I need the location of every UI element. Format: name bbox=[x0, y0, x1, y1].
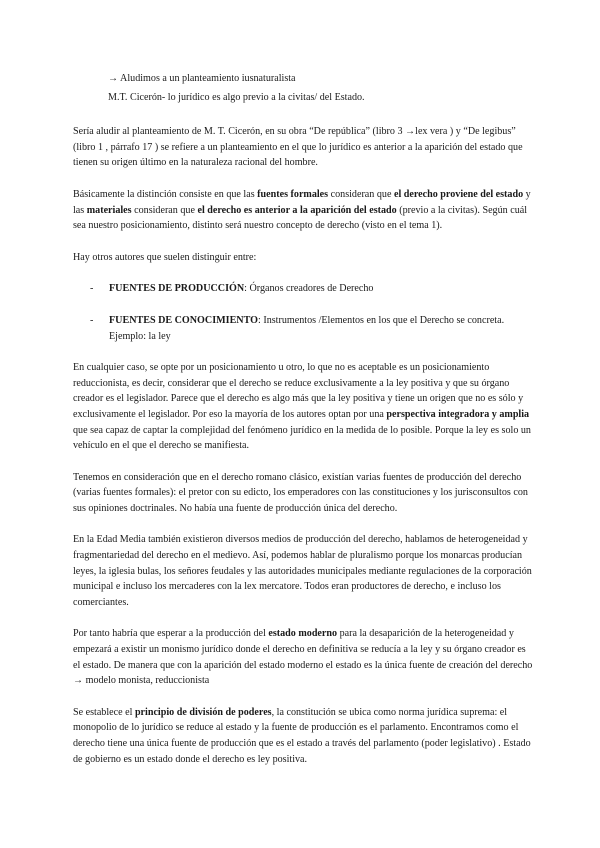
list-dash: - bbox=[90, 314, 94, 326]
paragraph-derecho-romano: Tenemos en consideración que en el derecho romano clásico, existían varias fuentes de producción del derecho (varias fuentes formales): el pretor con su edicto, los emperadores con las constituciones y los jurisconsultos con sus opiniones doctrinales. No había una fuente de producción única del derecho. bbox=[73, 471, 528, 514]
paragraph-otros-autores: Hay otros autores que suelen distinguir entre: bbox=[73, 251, 257, 263]
list-item-fuentes-conocimiento: - FUENTES DE CONOCIMIENTO: Instrumentos /Elementos en los que el Derecho se concreta. Ejemplo: la ley bbox=[73, 313, 535, 344]
paragraph-fuentes-formales-materiales: Básicamente la distinción consiste en que las fuentes formales consideran que el derecho proviene del estado y las materiales consideran que el derecho es anterior a la aparición del estado (previo a la civitas). Según cuál sea nuestro posicionamiento, distinto será nuestro concepto de derecho (visto en el tema 1). bbox=[73, 188, 531, 232]
paragraph-estado-moderno: Por tanto habría que esperar a la producción del estado moderno para la desaparición de la heterogeneidad y empezará a existir un monismo jurídico donde el derecho en definitiva se reducía a la ley y su órgano creador es el estado. De manera que con la aparición del estado moderno el estado es la única fuente de creación del derecho → modelo monista, reduccionista bbox=[73, 628, 533, 687]
paragraph-division-poderes: Se establece el principio de división de poderes, la constitución se ubica como norma jurídica suprema: el monopolio de lo jurídico se reduce al estado y la fuente de producción es el parlamento. Encontramos como el derecho tiene una única fuente de producción que es el estado a través del parlamento (poder legislativo) . Estado de gobierno es un estado donde el derecho es ley positiva. bbox=[73, 706, 531, 765]
document-page bbox=[73, 71, 535, 767]
intro-line-ciceron: M.T. Cicerón- lo jurídico es algo previo a la civitas/ del Estado. bbox=[108, 91, 365, 103]
list-example: Ejemplo: la ley bbox=[109, 330, 171, 342]
paragraph-ciceron: Sería aludir al planteamiento de M. T. Cicerón, en su obra “De república” (libro 3 →lex vera ) y “De legibus” (libro 1 , párrafo 17 ) se refiere a un planteamiento en el que lo jurídico es anterior a la aparición del estado que tienen su origen último en la naturaleza racional del hombre. bbox=[73, 126, 523, 169]
paragraph-edad-media: En la Edad Media también existieron diversos medios de producción del derecho, hablamos de heterogeneidad y fragmentariedad del derecho en el medievo. Así, podemos hablar de pluralismo porque los monarcas producían leyes, la iglesia bulas, los señores feudales y las autoridades municipales mediante regulaciones de la corporación municipal e incluso los mercaderes con la lex mercatore. Todos eran productores de derecho, e incluso los comerciantes. bbox=[73, 534, 532, 608]
list-dash: - bbox=[90, 283, 94, 295]
list-item-fuentes-produccion: - FUENTES DE PRODUCCIÓN: Órganos creadores de Derecho bbox=[73, 281, 535, 297]
intro-line-iusnaturalista: → Aludimos a un planteamiento iusnaturalista bbox=[108, 73, 296, 84]
paragraph-reduccionista: En cualquier caso, se opte por un posicionamiento u otro, lo que no es aceptable es un posicionamiento reduccionista, es decir, considerar que el derecho se reduce exclusivamente a la ley positiva y que su órgano creador es el legislador. Parece que el derecho es algo más que la ley positiva y tiene un origen que no es sólo y exclusivamente el legislador. Por eso la mayoría de los autores optan por una perspectiva integradora y amplia que sea capaz de captar la complejidad del fenómeno jurídico en la medida de lo posible. Porque la ley es solo un vehículo en el que el derecho se manifiesta. bbox=[73, 362, 531, 452]
